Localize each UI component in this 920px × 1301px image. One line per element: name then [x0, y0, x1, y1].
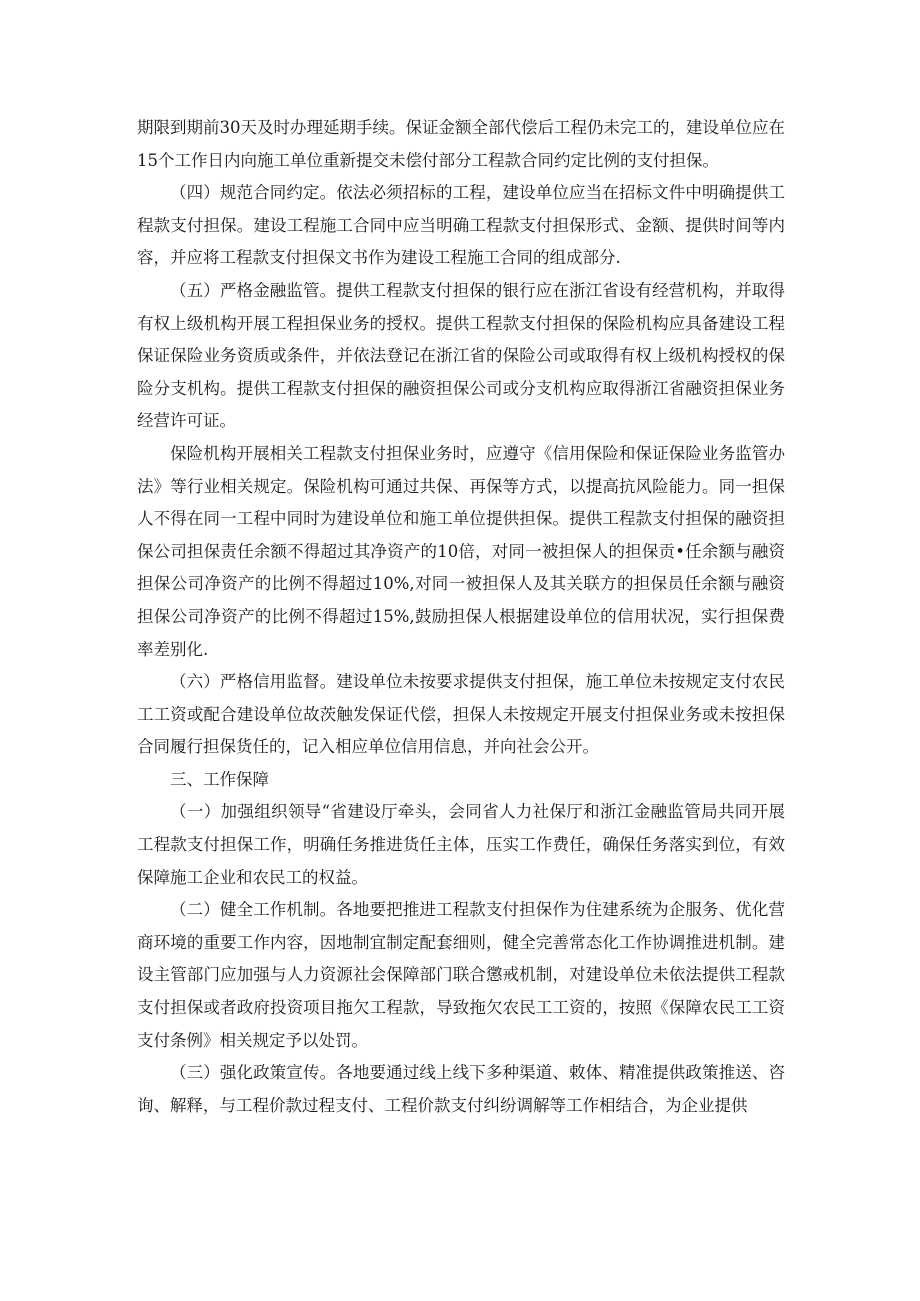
paragraph-1: 期限到期前30天及时办理延期手续。保证金额全部代偿后工程仍未完工的，建设单位应在15个工作日内向施工单位重新提交未偿付部分工程款合同约定比例的支付担保。 — [137, 118, 785, 170]
paragraph-5: （六）严格信用监督。建设单位未按要求提供支付担保，施工单位未按规定支付农民工工资或配合建设单位故茨触发保证代偿，担保人未按规定开展支付担保业务或未按担保合同履行担保货任的，记入相应单位信用信息，并向社会公开。 — [137, 672, 785, 757]
paragraph-4: 保险机构开展相关工程款支付担保业务时，应遵守《信用保险和保证保险业务监管办法》等行业相关规定。保险机构可通过共保、再保等方式，以提高抗风险能力。同一担保人不得在同一工程中同时为建设单位和施工单位提供担保。提供工程款支付担保的融资担保公司担保责任余额不得超过其净资产的10倍，对同一被担保人的担保贡•任余额与融资担保公司净资产的比例不得超过10%,对同一被担保人及其关联方的担保员任余额与融资担保公司净资产的比例不得超过15%,鼓励担保人根据建设单位的信用状况，实行担保费率差别化. — [137, 443, 785, 659]
section-heading-work-guarantee: 三、工作保障 — [170, 769, 269, 789]
paragraph-7: （一）加强组织领导“省建设厅牵头，会同省人力社保厅和浙江金融监管局共同开展工程款支付担保工作，明确任务推进货任主体，压实工作费任，确保任务落实到位，有效保障施工企业和农民工的权益。 — [137, 802, 785, 887]
paragraph-3: （五）严格金融监管。提供工程款支付担保的银行应在浙江省设有经营机构，并取得有权上级机构开展工程担保业务的授权。提供工程款支付担保的保险机构应具备建设工程保证保险业务资质或条件，并依法登记在浙江省的保险公司或取得有权上级机构授权的保险分支机构。提供工程款支付担保的融资担保公司或分支机构应取得浙江省融资担保业务经营许可证。 — [137, 280, 785, 431]
paragraph-9: （三）强化政策宣传。各地要通过线上线下多种渠道、敕体、精准提供政策推送、咨询、解释，与工程价款过程支付、工程价款支付纠纷调解等工作相结合，为企业提供 — [137, 1063, 785, 1115]
paragraph-8: （二）健全工作机制。各地要把推进工程款支付担保作为住建系统为企服务、优化营商环境的重要工作内容，因地制宜制定配套细则，健全完善常态化工作协调推进机制。建设主管部门应加强与人力资源社会保障部门联合懲戒机制，对建设单位未依法提供工程款支付担保或者政府投资项目拖欠工程款，导致拖欠农民工工资的，按照《保障农民工工资支付条例》相关规定予以处罚。 — [137, 900, 785, 1050]
document-body — [137, 112, 785, 1122]
paragraph-2: （四）规范合同约定。依法必须招标的工程，建设单位应当在招标文件中明确提供工程款支付担保。建设工程施工合同中应当明确工程款支付担保形式、金额、提供时间等内容，并应将工程款支付担保文书作为建设工程施工合同的组成部分. — [137, 183, 785, 268]
